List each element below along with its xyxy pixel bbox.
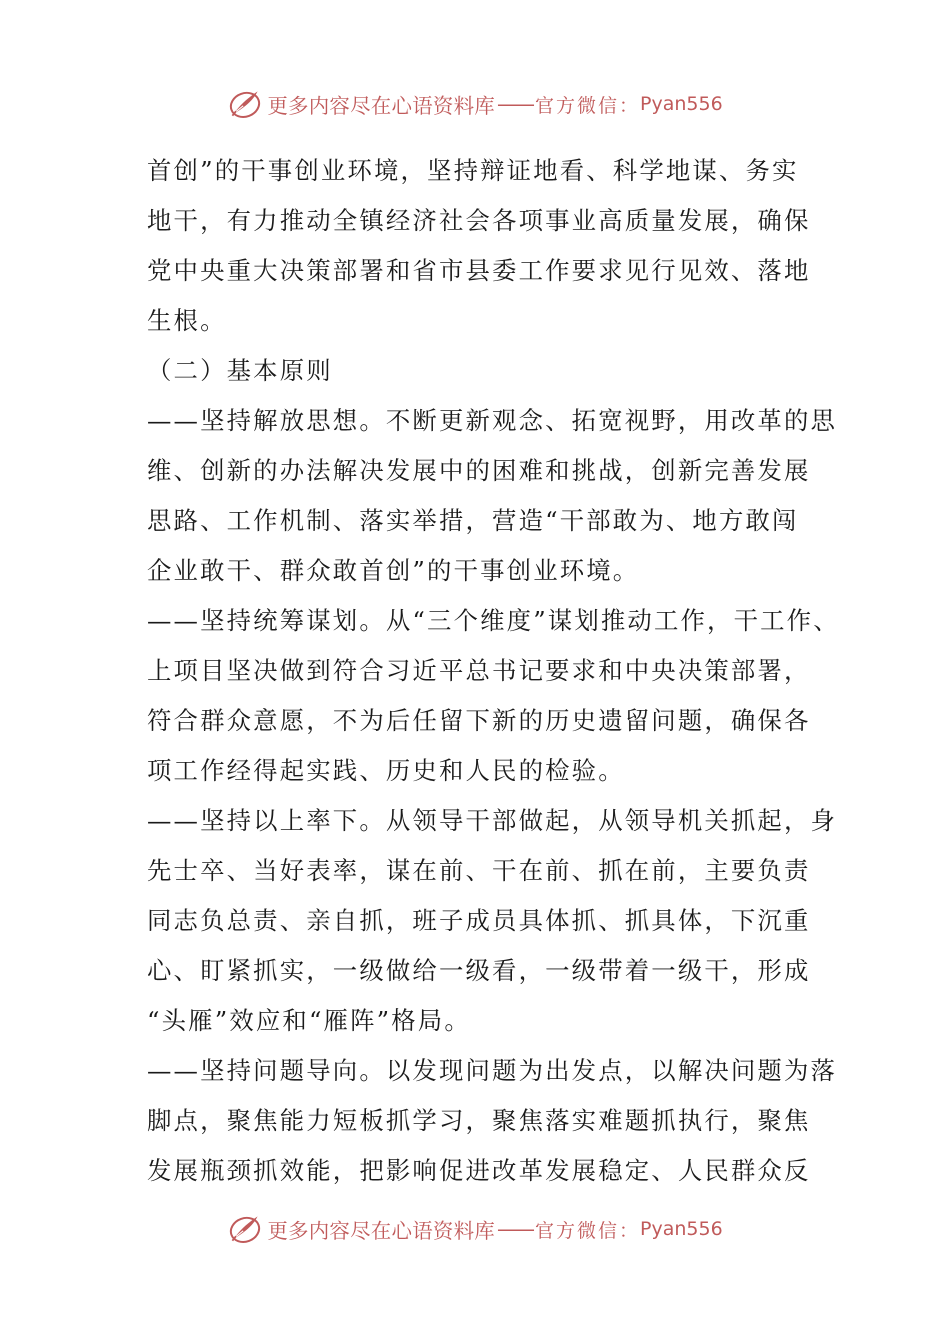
text-line: 企业敢干、群众敢首创”的干事创业环境。 bbox=[147, 556, 640, 585]
banner-separator: —— bbox=[497, 92, 534, 116]
text-line: 心、盯紧抓实，一级做给一级看，一级带着一级干，形成 bbox=[147, 956, 811, 985]
banner-brand-text: 更多内容尽在心语资料库 bbox=[267, 1219, 496, 1243]
text-line: 维、创新的办法解决发展中的困难和挑战，创新完善发展 bbox=[147, 456, 811, 485]
banner-wechat-id: Pyan556 bbox=[640, 93, 723, 115]
text-line: 符合群众意愿，不为后任留下新的历史遗留问题，确保各 bbox=[147, 706, 811, 735]
section-heading: （二）基本原则 bbox=[147, 356, 333, 385]
header-watermark-banner bbox=[0, 84, 950, 124]
banner-wechat-label: 官方微信： bbox=[535, 94, 641, 117]
text-line: 生根。 bbox=[147, 306, 227, 335]
banner-wechat-label: 官方微信： bbox=[535, 1219, 641, 1242]
text-line: 发展瓶颈抓效能，把影响促进改革发展稳定、人民群众反 bbox=[147, 1156, 811, 1185]
text-line: ——坚持以上率下。从领导干部做起，从领导机关抓起，身 bbox=[147, 806, 838, 835]
banner-wechat-id: Pyan556 bbox=[640, 1218, 723, 1240]
feather-pen-logo-icon bbox=[227, 1211, 263, 1247]
text-line: 项工作经得起实践、历史和人民的检验。 bbox=[147, 756, 625, 785]
text-line: 脚点，聚焦能力短板抓学习，聚焦落实难题抓执行，聚焦 bbox=[147, 1106, 811, 1135]
document-body bbox=[147, 146, 840, 1196]
banner-separator: —— bbox=[497, 1217, 534, 1241]
text-line: 地干，有力推动全镇经济社会各项事业高质量发展，确保 bbox=[147, 206, 811, 235]
text-line: 先士卒、当好表率，谋在前、干在前、抓在前，主要负责 bbox=[147, 856, 811, 885]
text-line: 上项目坚决做到符合习近平总书记要求和中央决策部署， bbox=[147, 656, 811, 685]
text-line: 党中央重大决策部署和省市县委工作要求见行见效、落地 bbox=[147, 256, 811, 285]
text-line: 同志负总责、亲自抓，班子成员具体抓、抓具体，下沉重 bbox=[147, 906, 811, 935]
text-line: 首创”的干事创业环境，坚持辩证地看、科学地谋、务实 bbox=[147, 156, 799, 185]
text-line: “头雁”效应和“雁阵”格局。 bbox=[147, 1006, 471, 1035]
banner-brand-text: 更多内容尽在心语资料库 bbox=[267, 94, 496, 118]
text-line: ——坚持问题导向。以发现问题为出发点，以解决问题为落 bbox=[147, 1056, 838, 1085]
footer-watermark-banner bbox=[0, 1209, 950, 1249]
feather-pen-logo-icon bbox=[227, 86, 263, 122]
text-line: 思路、工作机制、落实举措，营造“干部敢为、地方敢闯 bbox=[147, 506, 799, 535]
text-line: ——坚持统筹谋划。从“三个维度”谋划推动工作，干工作、 bbox=[147, 606, 840, 635]
text-line: ——坚持解放思想。不断更新观念、拓宽视野，用改革的思 bbox=[147, 406, 838, 435]
